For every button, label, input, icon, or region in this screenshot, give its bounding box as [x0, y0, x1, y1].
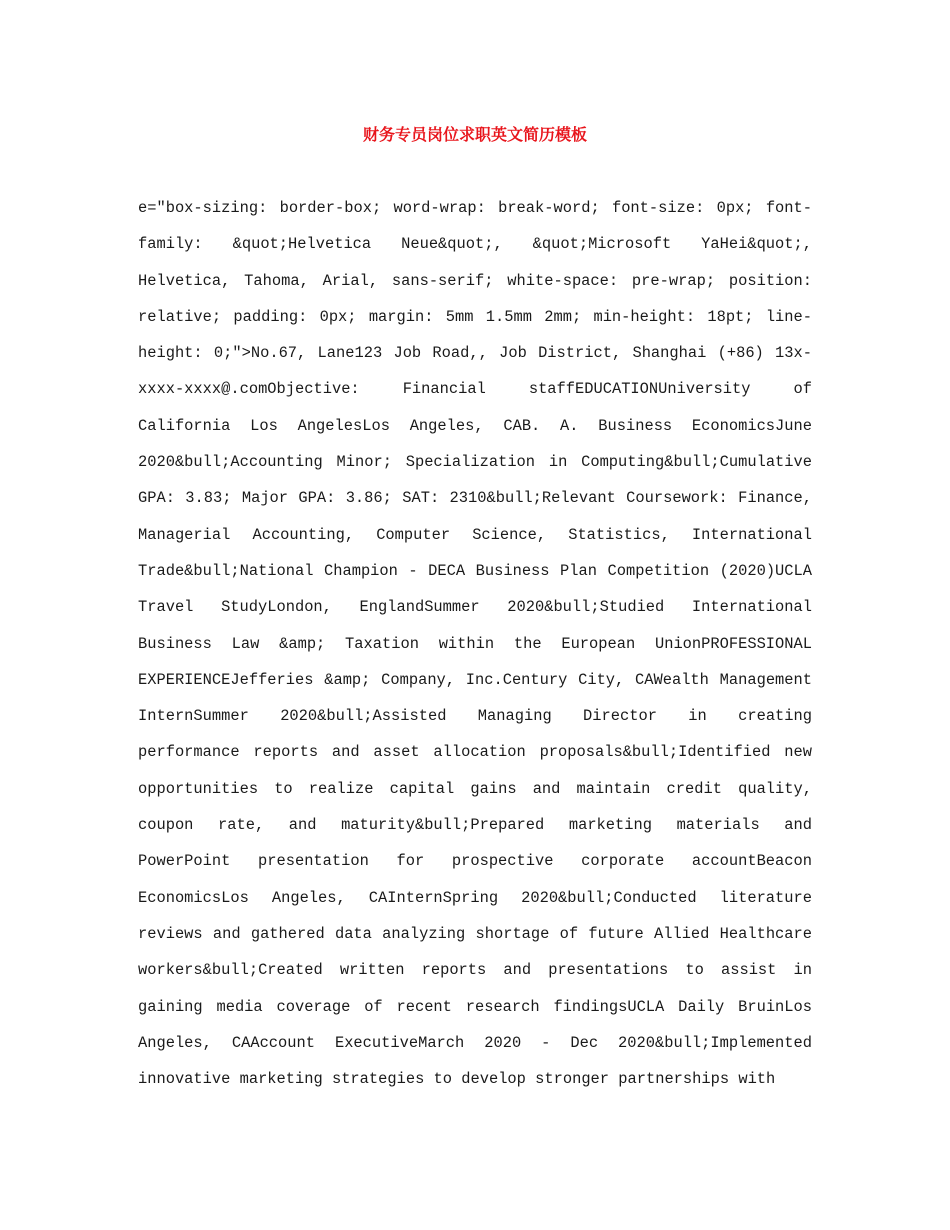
document-title: 财务专员岗位求职英文简历模板 — [362, 125, 587, 144]
document-body: e="box-sizing: border-box; word-wrap: break-word; font-size: 0px; font-family: &quot;Helvetica Neue&quot;, &quot;Microsoft YaHei&quot;, Helvetica, Tahoma, Arial, sans-serif; white-space: pre-wrap; position: relative; padding: 0px; margin: 5mm 1.5mm 2mm; min-height: 18pt; line-height: 0;">No.67, Lane123 Job Road,, Job District, Shanghai (+86) 13x-xxxx-xxxx@.comObjective: Financial staffEDUCATIONUniversity of California Los AngelesLos Angeles, CAB. A. Business EconomicsJune 2020&bull;Accounting Minor; Specialization in Computing&bull;Cumulative GPA: 3.83; Major GPA: 3.86; SAT: 2310&bull;Relevant Coursework: Finance, Managerial Accounting, Computer Science, Statistics, International Trade&bull;National Champion - DECA Business Plan Competition (2020)UCLA Travel StudyLondon, EnglandSummer 2020&bull;Studied International Business Law &amp; Taxation within the European UnionPROFESSIONAL EXPERIENCEJefferies &amp; Company, Inc.Century City, CAWealth Management InternSummer 2020&bull;Assisted Managing Director in creating performance reports and asset allocation proposals&bull;Identified new opportunities to realize capital gains and maintain credit quality, coupon rate, and maturity&bull;Prepared marketing materials and PowerPoint presentation for prospective corporate accountBeacon EconomicsLos Angeles, CAInternSpring 2020&bull;Conducted literature reviews and gathered data analyzing shortage of future Allied Healthcare workers&bull;Created written reports and presentations to assist in gaining media coverage of recent research findingsUCLA Daily BruinLos Angeles, CAAccount ExecutiveMarch 2020 - Dec 2020&bull;Implemented innovative marketing strategies to develop stronger partnerships with — [138, 199, 812, 1089]
